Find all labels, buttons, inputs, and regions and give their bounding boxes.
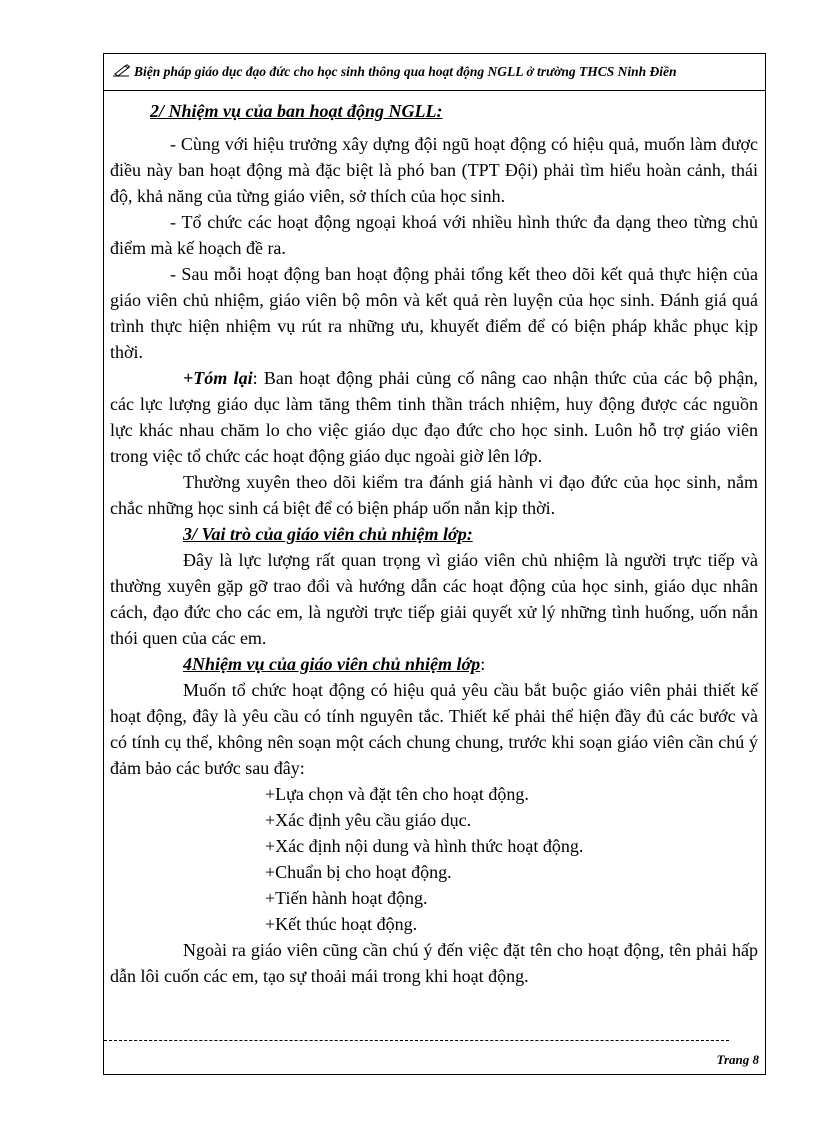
summary-text: : Ban hoạt động phải củng cố nâng cao nhận thức của các bộ phận, các lực lượng giáo dục làm tăng thêm tinh thần trách nhiệm, huy động được các nguồn lực khác nhau chăm lo cho việc giáo dục đạo đức cho học sinh. Luôn hỗ trợ giáo viên trong việc tổ chức các hoạt động giáo dục ngoài giờ lên lớp. (110, 368, 759, 466)
paragraph-1: - Cùng với hiệu trưởng xây dựng đội ngũ hoạt động có hiệu quả, muốn làm được điều này ban hoạt động mà đặc biệt là phó ban (TPT Đội) phải tìm hiểu hoàn cảnh, thái độ, khả năng của từng giáo viên, sở thích của học sinh. (110, 134, 758, 206)
step-item: +Xác định yêu cầu giáo dục. (265, 810, 472, 830)
section-4-heading (110, 651, 758, 677)
page-header (104, 54, 765, 91)
section-4-title: 4Nhiệm vụ của giáo viên chủ nhiệm lớp (183, 654, 481, 674)
header-title: Biện pháp giáo dục đạo đức cho học sinh thông qua hoạt động NGLL ở trường THCS Ninh Điền (134, 64, 677, 79)
step-item: +Chuẩn bị cho hoạt động. (265, 862, 452, 882)
paragraph-7: Muốn tổ chức hoạt động có hiệu quả yêu cầu bắt buộc giáo viên phải thiết kế hoạt động, đây là yêu cầu có tính nguyên tắc. Thiết kế phải thể hiện đầy đủ các bước và có tính cụ thể, không nên soạn một cách chung chung, trước khi soạn giáo viên cần chú ý đảm bảo các bước sau đây: (110, 680, 758, 778)
section-2-title: 2/ Nhiệm vụ của ban hoạt động NGLL: (150, 101, 443, 121)
page-frame (103, 53, 766, 1075)
footer-divider (104, 1040, 729, 1041)
paragraph-8: Ngoài ra giáo viên cũng cần chú ý đến việc đặt tên cho hoạt động, tên phải hấp dẫn lôi cuốn các em, tạo sự thoải mái trong khi hoạt động. (110, 940, 758, 986)
paragraph-3: - Sau mỗi hoạt động ban hoạt động phải tổng kết theo dõi kết quả thực hiện của giáo viên chủ nhiệm, giáo viên bộ môn và kết quả rèn luyện của học sinh. Đánh giá quá trình thực hiện nhiệm vụ rút ra những ưu, khuyết điểm để có biện pháp khắc phục kịp thời. (110, 264, 758, 362)
pen-writing-icon (112, 64, 132, 78)
step-item: +Tiến hành hoạt động. (265, 888, 428, 908)
document-body (104, 98, 765, 989)
paragraph-2: - Tổ chức các hoạt động ngoại khoá với nhiều hình thức đa dạng theo từng chủ điểm mà kế hoạch đề ra. (110, 212, 758, 258)
step-item: +Xác định nội dung và hình thức hoạt động. (265, 836, 584, 856)
paragraph-6: Đây là lực lượng rất quan trọng vì giáo viên chủ nhiệm là người trực tiếp và thường xuyên gặp gỡ trao đổi và hướng dẫn các hoạt động của học sinh, giáo dục nhân cách, đạo đức cho các em, là người trực tiếp giải quyết xử lý những tình huống, uốn nắn thói quen của các em. (110, 550, 758, 648)
summary-lead: +Tóm lại (183, 368, 253, 388)
paragraph-summary (110, 365, 758, 469)
paragraph-5: Thường xuyên theo dõi kiểm tra đánh giá hành vi đạo đức của học sinh, nắm chắc những học sinh cá biệt để có biện pháp uốn nắn kịp thời. (110, 472, 758, 518)
section-3-title: 3/ Vai trò của giáo viên chủ nhiệm lớp: (183, 524, 473, 544)
step-item: +Kết thúc hoạt động. (265, 914, 418, 934)
step-item: +Lựa chọn và đặt tên cho hoạt động. (265, 784, 529, 804)
section-4-colon: : (480, 654, 486, 674)
page-number: Trang 8 (716, 1052, 759, 1067)
